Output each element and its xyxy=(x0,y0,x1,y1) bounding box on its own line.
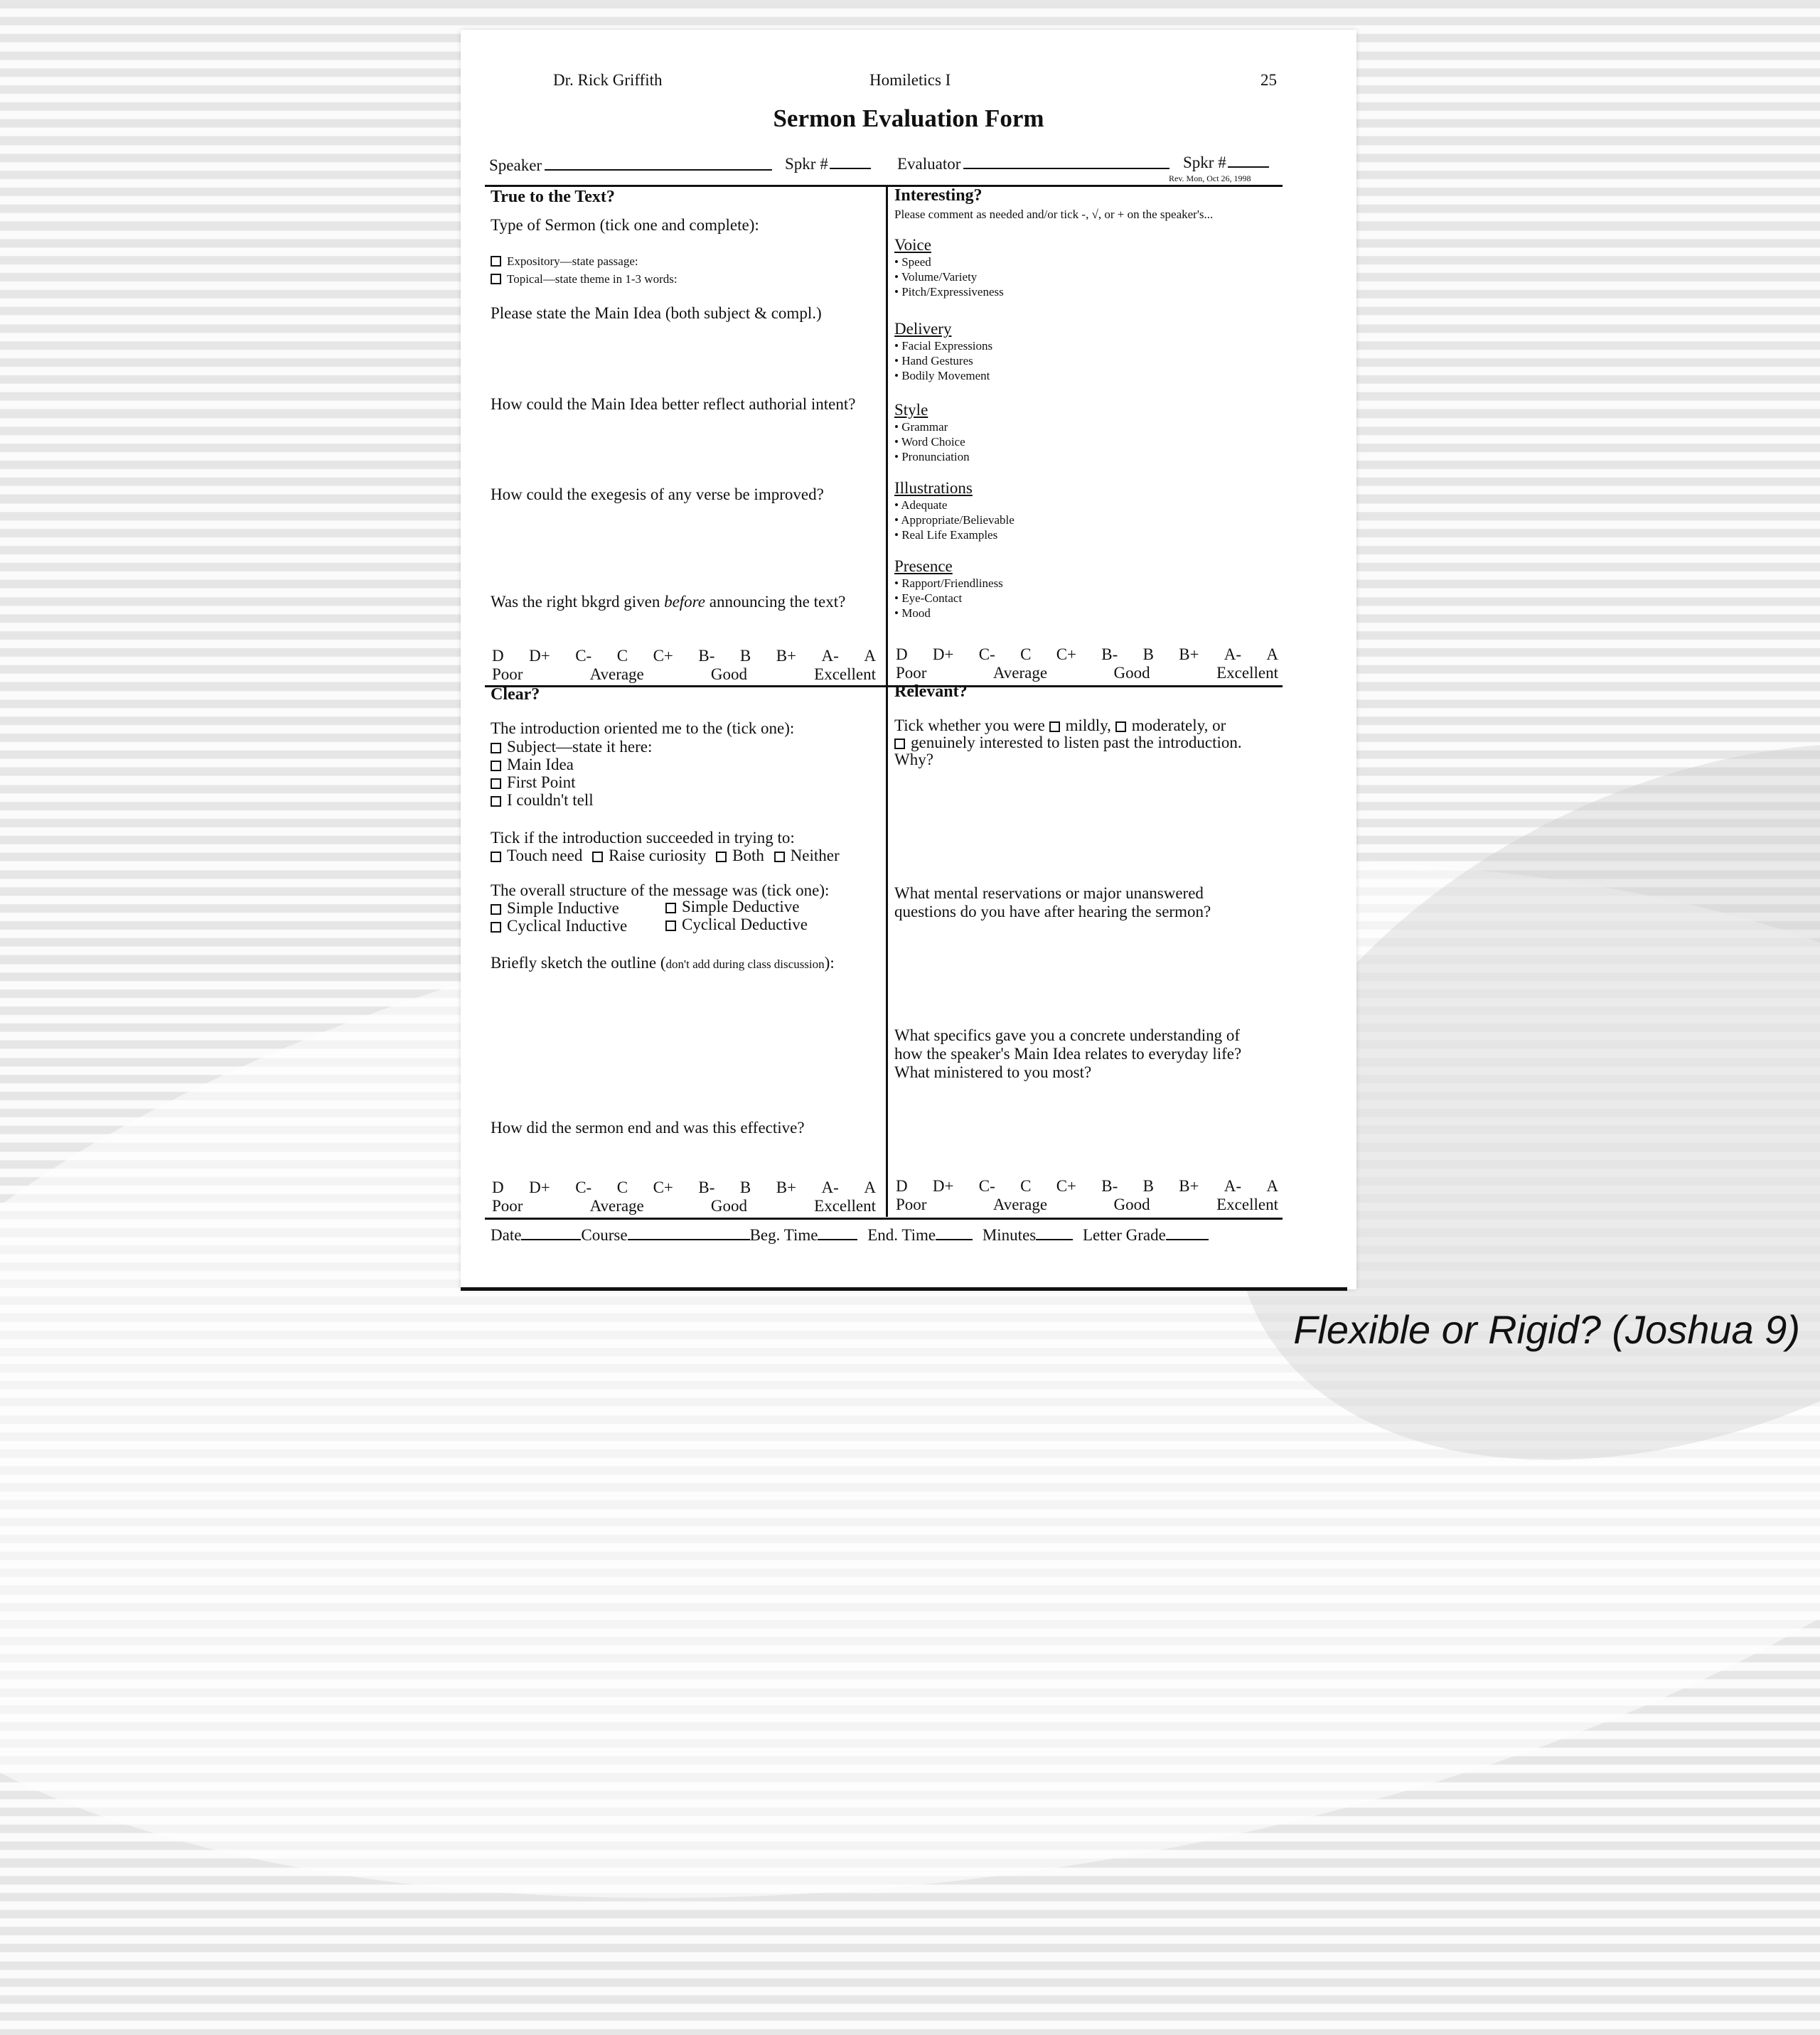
option-topical[interactable]: Topical—state theme in 1-3 words: xyxy=(491,272,678,286)
intro-option-subject[interactable]: Subject—state it here: xyxy=(491,738,652,756)
checkbox-icon[interactable] xyxy=(894,739,905,749)
footer-fields xyxy=(491,1226,1209,1245)
intro-option-main-idea[interactable]: Main Idea xyxy=(491,756,652,773)
structure-option-cyclical-deductive[interactable]: Cyclical Deductive xyxy=(665,916,808,934)
intro-option-couldnt-tell[interactable]: I couldn't tell xyxy=(491,791,652,809)
divider-top xyxy=(485,185,1283,187)
page-number: 25 xyxy=(1260,71,1277,89)
grade-scale-relevant[interactable]: D D+ C- C C+ B- B B+ A- A Poor Average Good Excellent xyxy=(896,1177,1278,1213)
form-page xyxy=(461,30,1356,1289)
grade-scale-true-to-text[interactable]: D D+ C- C C+ B- B B+ A- A Poor Average Good Excellent xyxy=(492,647,876,683)
checkbox-icon[interactable] xyxy=(665,920,676,931)
checkbox-icon[interactable] xyxy=(491,274,501,284)
criteria-group-illustrations: Illustrations • Adequate • Appropriate/Believable • Real Life Examples xyxy=(894,479,1015,542)
criteria-group-style: Style • Grammar • Word Choice • Pronunciation xyxy=(894,401,970,463)
divider-bottom xyxy=(485,1218,1283,1220)
structure-option-simple-inductive[interactable]: Simple Inductive xyxy=(491,899,619,918)
option-expository[interactable]: Expository—state passage: xyxy=(491,254,638,269)
sermon-type-prompt: Type of Sermon (tick one and complete): xyxy=(491,216,759,234)
question-specifics: What specifics gave you a concrete understanding of how the speaker's Main Idea relates to everyday life? What ministered to you most? xyxy=(894,1026,1242,1081)
instructor-name: Dr. Rick Griffith xyxy=(553,71,663,89)
letter-grade-field[interactable]: Letter Grade xyxy=(1083,1226,1209,1244)
evaluator-label[interactable]: Evaluator xyxy=(897,155,1169,173)
checkbox-icon[interactable] xyxy=(491,256,501,267)
question-reservations: What mental reservations or major unanswered questions do you have after hearing the sermon? xyxy=(894,884,1211,920)
checkbox-icon[interactable] xyxy=(716,852,727,862)
intro-options xyxy=(491,738,652,809)
grade-scale-interesting[interactable]: D D+ C- C C+ B- B B+ A- A Poor Average Good Excellent xyxy=(896,645,1278,682)
outline-prompt: Briefly sketch the outline (don't add during class discussion): xyxy=(491,954,835,972)
course-field[interactable]: Course xyxy=(581,1226,749,1244)
succeed-prompt: Tick if the introduction succeeded in trying to: xyxy=(491,829,795,847)
form-title: Sermon Evaluation Form xyxy=(773,104,1044,132)
grade-scale-clear[interactable]: D D+ C- C C+ B- B B+ A- A Poor Average Good Excellent xyxy=(492,1178,876,1215)
checkbox-icon[interactable] xyxy=(491,904,501,915)
interest-level-line: Tick whether you were mildly, moderately, or xyxy=(894,716,1226,734)
section-heading-clear: Clear? xyxy=(491,685,540,704)
speaker-label[interactable]: Speaker xyxy=(489,156,772,175)
section-heading-interesting: Interesting? xyxy=(894,186,983,205)
checkbox-icon[interactable] xyxy=(1115,721,1126,732)
checkbox-icon[interactable] xyxy=(491,761,501,771)
beg-time-field[interactable]: Beg. Time xyxy=(750,1226,858,1244)
interesting-instructions: Please comment as needed and/or tick -, √, or + on the speaker's... xyxy=(894,208,1214,221)
course-name: Homiletics I xyxy=(869,71,951,89)
checkbox-icon[interactable] xyxy=(491,743,501,753)
intro-option-first-point[interactable]: First Point xyxy=(491,773,652,791)
succeed-option-neither[interactable]: Neither xyxy=(774,847,840,864)
checkbox-icon[interactable] xyxy=(665,903,676,913)
question-sermon-end: How did the sermon end and was this effective? xyxy=(491,1119,805,1137)
minutes-field[interactable]: Minutes xyxy=(983,1226,1073,1244)
question-authorial-intent: How could the Main Idea better reflect authorial intent? xyxy=(491,395,856,413)
speaker-number-label[interactable]: Spkr # xyxy=(785,155,871,173)
succeed-option-raise-curiosity[interactable]: Raise curiosity xyxy=(592,847,706,864)
structure-option-cyclical-inductive[interactable]: Cyclical Inductive xyxy=(491,917,627,935)
divider-vertical xyxy=(886,186,888,1217)
section-heading-true-to-text: True to the Text? xyxy=(491,188,615,206)
checkbox-icon[interactable] xyxy=(491,778,501,789)
succeed-option-touch-need[interactable]: Touch need xyxy=(491,847,582,864)
checkbox-icon[interactable] xyxy=(491,852,501,862)
checkbox-icon[interactable] xyxy=(592,852,603,862)
succeed-options xyxy=(491,847,840,865)
checkbox-icon[interactable] xyxy=(774,852,785,862)
date-field[interactable]: Date xyxy=(491,1226,581,1244)
why-prompt: Why? xyxy=(894,751,933,768)
structure-prompt: The overall structure of the message was (tick one): xyxy=(491,881,830,899)
end-time-field[interactable]: End. Time xyxy=(867,1226,973,1244)
succeed-option-both[interactable]: Both xyxy=(716,847,764,864)
question-background: Was the right bkgrd given before announcing the text? xyxy=(491,593,846,611)
criteria-group-presence: Presence • Rapport/Friendliness • Eye-Contact • Mood xyxy=(894,557,1003,620)
slide-caption: Flexible or Rigid? (Joshua 9) xyxy=(1293,1307,1800,1352)
intro-prompt: The introduction oriented me to the (tick one): xyxy=(491,719,795,737)
structure-option-simple-deductive[interactable]: Simple Deductive xyxy=(665,898,799,916)
divider-middle xyxy=(485,685,1283,687)
interest-mildly[interactable]: mildly, xyxy=(1049,716,1111,734)
checkbox-icon[interactable] xyxy=(491,922,501,933)
section-heading-relevant: Relevant? xyxy=(894,682,968,701)
revision-date: Rev. Mon, Oct 26, 1998 xyxy=(1169,173,1251,183)
evaluator-number-label[interactable]: Spkr # xyxy=(1183,154,1269,172)
interest-moderately[interactable]: moderately, or xyxy=(1115,716,1226,734)
checkbox-icon[interactable] xyxy=(1049,721,1060,732)
interest-genuinely[interactable]: genuinely interested to listen past the introduction. xyxy=(894,734,1242,752)
criteria-group-delivery: Delivery • Facial Expressions • Hand Gestures • Bodily Movement xyxy=(894,320,993,382)
criteria-group-voice: Voice • Speed • Volume/Variety • Pitch/Expressiveness xyxy=(894,236,1004,299)
checkbox-icon[interactable] xyxy=(491,796,501,807)
question-exegesis: How could the exegesis of any verse be improved? xyxy=(491,485,824,503)
page-shadow-line xyxy=(461,1287,1347,1291)
question-main-idea: Please state the Main Idea (both subject & compl.) xyxy=(491,304,822,322)
